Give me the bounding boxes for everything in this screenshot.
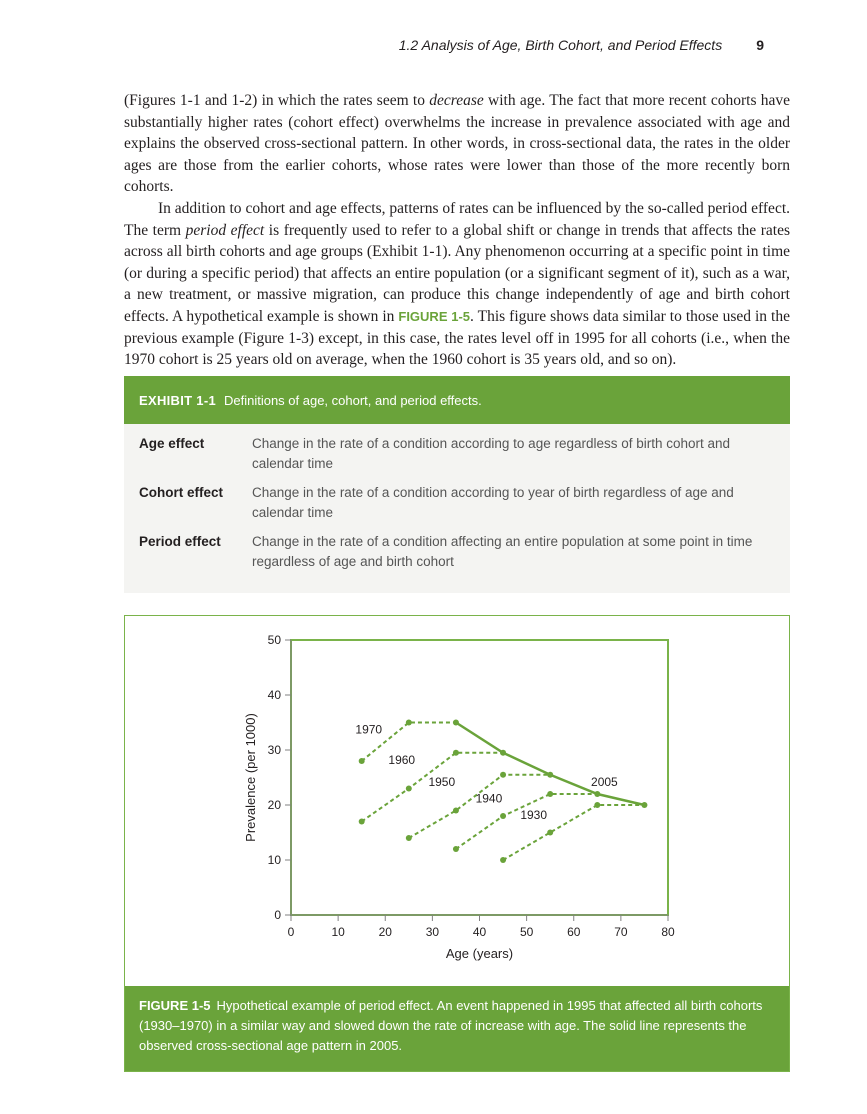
- definition-description: Change in the rate of a condition according to age regardless of birth cohort and calendar time: [252, 436, 731, 471]
- paragraph-1: [124, 90, 790, 198]
- body-text: [124, 90, 790, 371]
- data-point-1970: [359, 758, 365, 764]
- definition-row-cohort: [124, 483, 790, 522]
- data-point-1960: [359, 819, 365, 825]
- definition-term: Cohort effect: [139, 485, 223, 500]
- period-effect-chart: [125, 616, 789, 986]
- data-point-1950: [406, 835, 412, 841]
- definition-row-age: [124, 434, 790, 473]
- y-tick-label: 10: [267, 853, 281, 867]
- data-point-1930: [500, 857, 506, 863]
- series-label-1960: 1960: [388, 752, 416, 767]
- data-point-1940: [547, 791, 553, 797]
- figure-reference-link[interactable]: FIGURE 1-5: [398, 308, 471, 324]
- definition-description: Change in the rate of a condition affecting an entire population at some point in time regardless of age and birth cohort: [252, 534, 753, 569]
- p2-text-a: In addition to cohort and age effects, patterns of rates can be influenced by the so-called period effect. The term: [124, 199, 790, 239]
- p2-text-b: is frequently used to refer to a global shift or change in trends that affects the rates across all birth cohorts and age groups (Exhibit 1-1). Any phenomenon occurring at a specific point in time (or during a specific period) that affects an entire population (or a significant segment of it), such as a war, a new treatment, or massive migration, can produce this change independently of age and birth cohort effects. A hypothetical example is shown in: [124, 221, 790, 325]
- page-number: 9: [756, 37, 764, 53]
- chart-annotations: [355, 723, 618, 822]
- x-tick-label: 60: [567, 925, 581, 939]
- data-point-1930: [547, 830, 553, 836]
- data-point-1960: [453, 750, 459, 756]
- exhibit-header: [124, 376, 790, 424]
- series-label-1970: 1970: [355, 722, 383, 737]
- data-point-1960: [406, 786, 412, 792]
- data-point-1950: [453, 808, 459, 814]
- series-label-1930: 1930: [520, 807, 548, 822]
- definition-term: Age effect: [139, 436, 205, 451]
- p2-emphasis: period effect: [185, 221, 265, 239]
- data-point-1950: [500, 772, 506, 778]
- x-tick-label: 0: [287, 925, 295, 939]
- x-tick-label: 10: [331, 925, 345, 939]
- y-tick-label: 30: [267, 743, 281, 757]
- data-point-1930: [594, 802, 600, 808]
- definition-term: Period effect: [139, 534, 221, 549]
- y-tick-label: 50: [267, 633, 281, 647]
- series-label-1950: 1950: [428, 774, 456, 789]
- figure-label: FIGURE 1-5: [139, 998, 211, 1013]
- p1-text-b: with age. The fact that more recent cohorts have substantially higher rates (cohort effect) overwhelms the increase in prevalence associated with age and explains the observed cross-sectional pattern. In other words, in cross-sectional data, the rates in the older ages are those from the earlier cohorts, whose rates were lower than those of the more recently born cohorts.: [124, 92, 791, 196]
- y-tick-label: 20: [267, 798, 281, 812]
- p1-emphasis: decrease: [429, 92, 484, 109]
- x-tick-label: 50: [519, 925, 534, 939]
- y-tick-label: 0: [274, 908, 281, 922]
- p2-text-c: . This figure shows data similar to those used in the previous example (Figure 1-3) except, in this case, the rates level off in 1995 for all cohorts (i.e., when the 1970 cohort is 25 years old on average, when the 1960 cohort is 35 years old, and so on).: [124, 307, 790, 369]
- series-label-1940: 1940: [475, 791, 503, 806]
- series-label-2005: 2005: [591, 774, 618, 789]
- y-axis-label: Prevalence (per 1000): [243, 713, 258, 842]
- data-point-1940: [453, 846, 459, 852]
- figure-box: [124, 615, 790, 1072]
- running-head: [124, 37, 764, 53]
- data-point-1970: [406, 720, 412, 726]
- x-axis-label: Age (years): [445, 946, 514, 961]
- x-tick-label: 80: [661, 925, 675, 939]
- data-point-1940: [500, 813, 506, 819]
- definition-description: Change in the rate of a condition according to year of birth regardless of age and calendar time: [252, 485, 734, 520]
- exhibit-box: [124, 376, 790, 593]
- y-tick-label: 40: [267, 688, 281, 702]
- exhibit-label: EXHIBIT 1-1: [139, 392, 216, 408]
- definition-row-period: [124, 532, 790, 571]
- exhibit-title: Definitions of age, cohort, and period effects.: [223, 392, 482, 408]
- paragraph-2: [124, 198, 790, 371]
- chart-series: [359, 720, 648, 864]
- figure-caption: [125, 986, 789, 1071]
- x-tick-label: 40: [472, 925, 487, 939]
- figure-caption-text: Hypothetical example of period effect. An event happened in 1995 that affected all birth cohorts (1930–1970) in a similar way and slowed down the rate of increase with age. The solid line represents the observed cross-sectional age pattern in 2005.: [139, 998, 763, 1053]
- running-head-title: 1.2 Analysis of Age, Birth Cohort, and Period Effects: [398, 37, 723, 53]
- x-tick-label: 30: [425, 925, 440, 939]
- x-tick-label: 70: [614, 925, 628, 939]
- p1-text-a: (Figures 1-1 and 1-2) in which the rates seem to: [124, 92, 430, 109]
- x-tick-label: 20: [378, 925, 392, 939]
